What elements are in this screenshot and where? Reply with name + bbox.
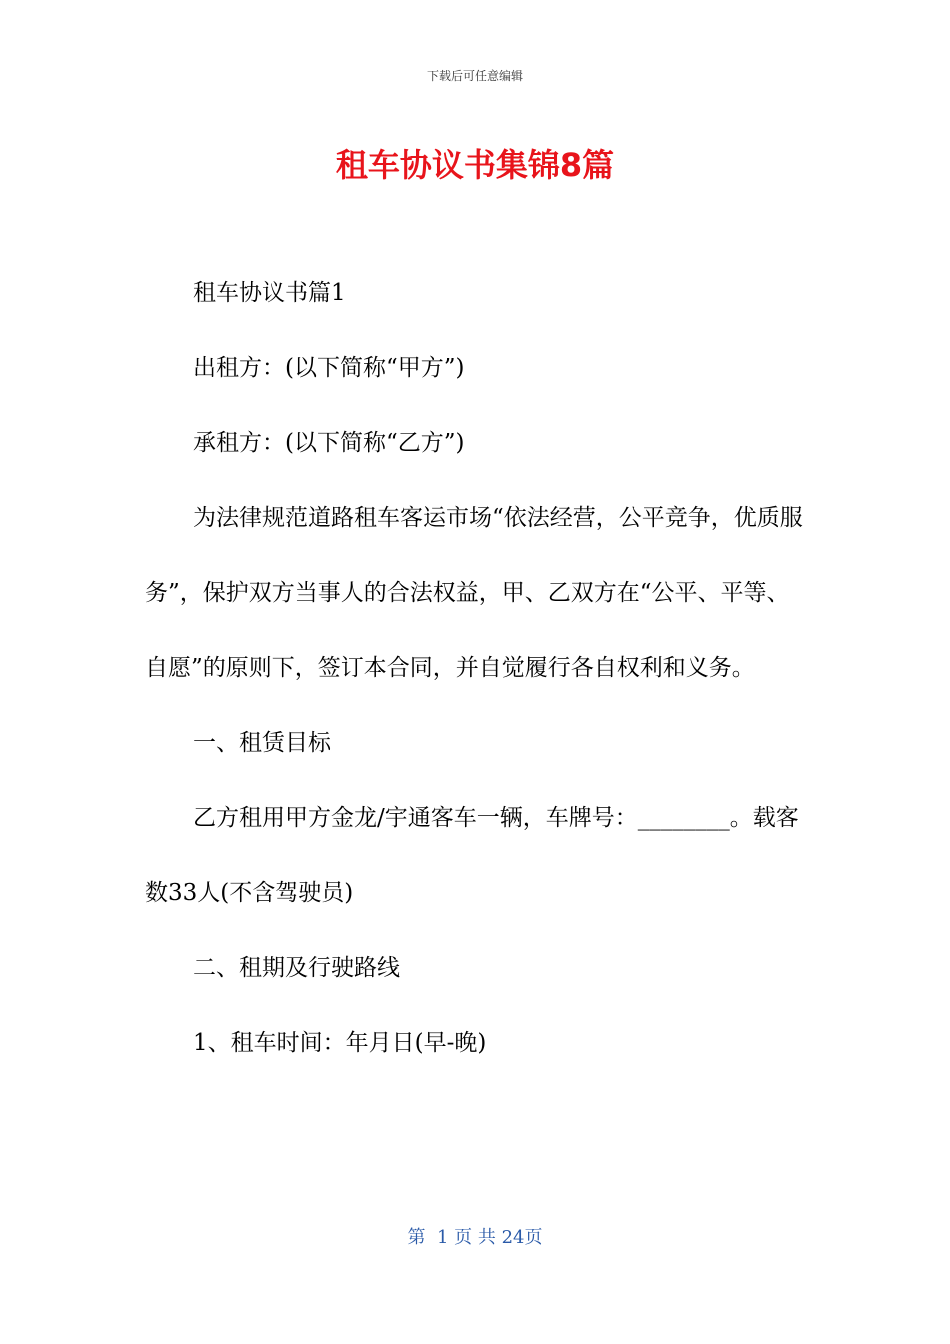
clause-1-text: 乙方租用甲方金龙/宇通客车一辆，车牌号：________。载客数33人(不含驾驶员) bbox=[145, 805, 799, 906]
clause-2-item-1: 1、租车时间：年月日(早-晚) bbox=[193, 1030, 487, 1056]
page-header-note: 下载后可任意编辑 bbox=[426, 69, 523, 83]
section-heading: 租车协议书篇1 bbox=[193, 280, 346, 306]
preamble-paragraph: 为法律规范道路租车客运市场“依法经营，公平竞争，优质服务”，保护双方当事人的合法权益，甲、乙双方在“公平、平等、自愿”的原则下，签订本合同，并自觉履行各自权利和义务。 bbox=[145, 505, 803, 681]
document-body bbox=[145, 256, 810, 1081]
clause-heading-2: 二、租期及行驶路线 bbox=[193, 955, 400, 981]
document-title: 租车协议书集锦8篇 bbox=[335, 146, 615, 184]
lessor-line: 出租方：(以下简称“甲方”) bbox=[193, 355, 465, 381]
lessee-line: 承租方：(以下简称“乙方”) bbox=[193, 430, 465, 456]
clause-heading-1: 一、租赁目标 bbox=[193, 730, 331, 756]
page-number: 第 1 页 共 24页 bbox=[407, 1227, 543, 1248]
